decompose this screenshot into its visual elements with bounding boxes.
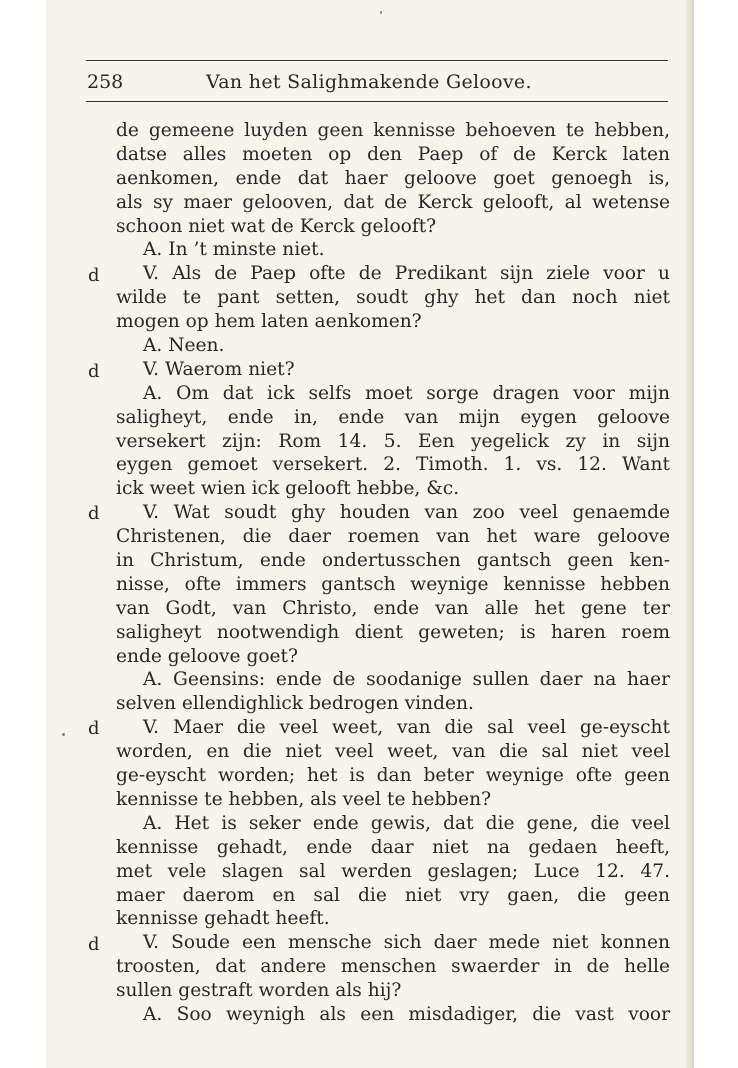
body-text <box>116 119 670 1027</box>
answer-line: A. Soo weynigh als een misdadiger, die vast voor <box>143 1003 670 1025</box>
header-rule-bottom <box>86 101 668 102</box>
text-line: selven ellendighlick bedrogen vinden. <box>116 693 474 715</box>
question-line: V. Soude een mensche sich daer mede niet konnen <box>143 932 670 954</box>
margin-marker: d <box>88 503 100 524</box>
text-line: in Christum, ende ondertusschen gantsch geen ken- <box>116 550 670 572</box>
text-line: datse alles moeten op den Paep of de Kerck laten <box>116 143 670 165</box>
text-line: worden, en die niet veel weet, van die sal niet veel <box>116 741 670 763</box>
text-line: nisse, ofte immers gantsch weynige kennisse hebben <box>116 573 670 595</box>
text-line: sullen gestraft worden als hij? <box>116 980 402 1002</box>
text-line: troosten, dat andere menschen swaerder in de helle <box>116 956 670 978</box>
paper-speck <box>380 11 382 14</box>
text-line: met vele slagen sal werden geslagen; Luce 12. 47. <box>116 860 670 882</box>
text-line: ge-eyscht worden; het is dan beter weynige ofte geen <box>116 765 670 787</box>
question-line: V. Wat soudt ghy houden van zoo veel genaemde <box>143 502 670 524</box>
text-line: als sy maer gelooven, dat de Kerck gelooft, al wetense <box>116 191 670 213</box>
text-line: saligheyt nootwendigh dient geweten; is haren roem <box>116 621 670 643</box>
text-line: ick weet wien ick gelooft hebbe, &c. <box>116 478 460 500</box>
margin-marker: d <box>88 265 100 286</box>
margin-marker: d <box>88 934 100 955</box>
header-rule-top <box>86 60 668 61</box>
answer-line: A. Geensins: ende de soodanige sullen daer na haer <box>143 669 670 691</box>
answer-line: A. Het is seker ende gewis, dat die gene, die veel <box>143 812 670 834</box>
question-line: V. Als de Paep ofte de Predikant sijn ziele voor u <box>143 263 670 285</box>
text-line: schoon niet wat de Kerck gelooft? <box>116 215 437 237</box>
margin-dot <box>62 733 65 736</box>
text-line: kennisse gehadt heeft. <box>116 908 330 930</box>
text-line: saligheyt, ende in, ende van mijn eygen geloove <box>116 406 670 428</box>
text-line: aenkomen, ende dat haer geloove goet genoegh is, <box>116 167 670 189</box>
question-line: V. Waerom niet? <box>143 358 295 380</box>
answer-line: A. In ’t minste niet. <box>143 239 325 261</box>
text-line: kennisse gehadt, ende daar niet na gedaen heeft, <box>116 836 670 858</box>
text-line: Christenen, die daer roemen van het ware geloove <box>116 526 670 548</box>
text-line: maer daerom en sal die niet vry gaen, die geen <box>116 884 670 906</box>
margin-marker: d <box>88 718 100 739</box>
answer-line: A. Om dat ick selfs moet sorge dragen voor mijn <box>143 382 670 404</box>
text-line: de gemeene luyden geen kennisse behoeven te hebben, <box>116 120 670 141</box>
text-line: ende geloove goet? <box>116 645 298 667</box>
text-line: mogen op hem laten aenkomen? <box>116 311 422 333</box>
text-line: eygen gemoet versekert. 2. Timoth. 1. vs. 12. Want <box>116 454 670 476</box>
text-line: van Godt, van Christo, ende van alle het gene ter <box>116 597 670 619</box>
running-title: Van het Salighmakende Geloove. <box>206 71 532 93</box>
question-line: V. Maer die veel weet, van die sal veel ge-eyscht <box>143 717 670 739</box>
answer-line: A. Neen. <box>143 335 225 357</box>
text-line: wilde te pant setten, soudt ghy het dan noch niet <box>116 287 670 309</box>
margin-marker: d <box>88 361 100 382</box>
page-edge <box>686 0 694 1068</box>
page-number: 258 <box>87 71 124 93</box>
text-line: kennisse te hebben, als veel te hebben? <box>116 788 492 810</box>
text-line: versekert zijn: Rom 14. 5. Een yegelick zy in sijn <box>116 430 670 452</box>
